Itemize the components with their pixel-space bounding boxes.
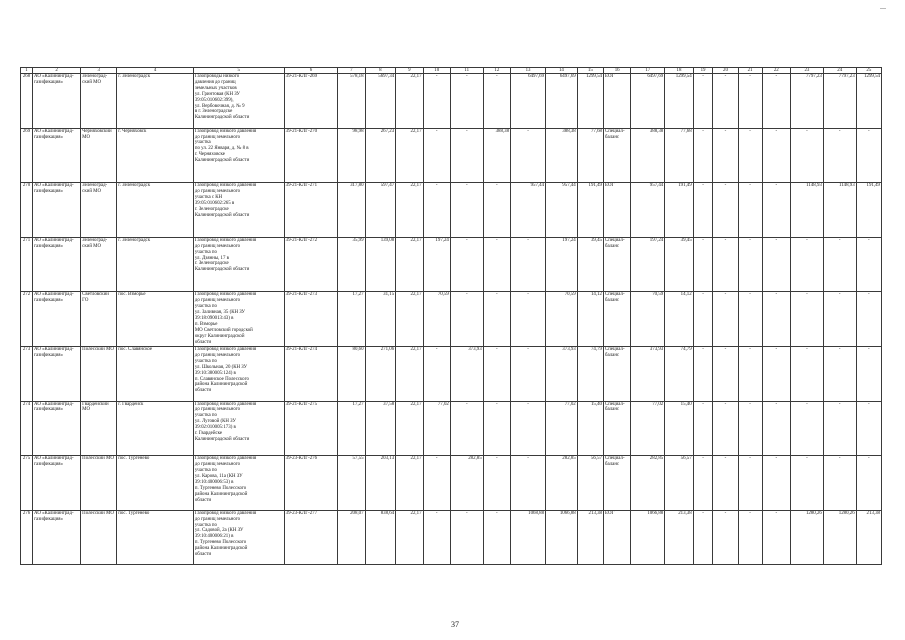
table-cell: - xyxy=(713,292,738,347)
table-cell: 39-23-КЛГ-277 xyxy=(284,510,338,565)
row-number-cell: 270 xyxy=(21,183,33,238)
table-body xyxy=(21,68,882,565)
table-cell: 39-21-КЛГ-270 xyxy=(284,128,338,183)
column-number: 16 xyxy=(604,68,631,74)
table-cell: 35,99 xyxy=(338,237,365,292)
table-cell: АО «Калининград- газификация» xyxy=(33,510,81,565)
table-cell: 282,85 xyxy=(546,456,578,511)
table-cell: Специал- баланс xyxy=(604,456,631,511)
column-number: 17 xyxy=(631,68,665,74)
table-cell: ЕОГ xyxy=(604,510,631,565)
table-cell: Газопровод низкого давления до границ земельного участка по ул. Дзянны, 17 в г. Зеленоградске Калининградской области xyxy=(193,237,284,292)
table-cell: пос. Тургенево xyxy=(117,456,194,511)
table-cell: 213,38 xyxy=(856,510,881,565)
column-number: 15 xyxy=(577,68,603,74)
table-cell: 191,49 xyxy=(856,183,881,238)
column-number: 21 xyxy=(738,68,762,74)
table-cell: 80,60 xyxy=(338,346,365,401)
table-cell: 39-23-КЛГ-276 xyxy=(284,456,338,511)
table-cell: Газопровод низкого давления до границ земельного участка по ул. 22 Января, д. № 8 в г. Черняховске Калининградской области xyxy=(193,128,284,183)
table-cell: - xyxy=(738,292,762,347)
table-cell: АО «Калининград- газификация» xyxy=(33,74,81,129)
table-cell: 98,98 xyxy=(338,128,365,183)
table-cell: - xyxy=(738,183,762,238)
table-cell: - xyxy=(483,183,510,238)
table-cell: 6497,69 xyxy=(511,74,546,129)
table-cell: 1299,54 xyxy=(856,74,881,129)
page-number: 37 xyxy=(451,620,459,629)
table-cell: ЕОГ xyxy=(604,74,631,129)
table-cell: - xyxy=(738,456,762,511)
table-cell: 282,85 xyxy=(450,456,483,511)
table-cell: - xyxy=(693,346,713,401)
table-cell: - xyxy=(483,237,510,292)
table-cell: - xyxy=(738,74,762,129)
table-row xyxy=(21,74,882,129)
table-cell: Специал- баланс xyxy=(604,237,631,292)
table-cell: АО «Калининград- газификация» xyxy=(33,237,81,292)
table-cell: Полесский МО xyxy=(81,510,117,565)
table-cell: Специал- баланс xyxy=(604,128,631,183)
table-cell: 208,07 xyxy=(338,510,365,565)
table-cell: 22,17 xyxy=(396,346,423,401)
table-cell: - xyxy=(856,346,881,401)
table-cell: 388,38 xyxy=(631,128,665,183)
table-cell: 373,93 xyxy=(450,346,483,401)
table-cell: г. Зеленоградск xyxy=(117,237,194,292)
table-cell: - xyxy=(423,128,450,183)
column-number: 8 xyxy=(365,68,396,74)
table-cell: 39-21-КЛГ-273 xyxy=(284,292,338,347)
table-cell: 282,85 xyxy=(631,456,665,511)
table-cell: 1066,88 xyxy=(546,510,578,565)
table-cell: 578,18 xyxy=(338,74,365,129)
column-number: 10 xyxy=(423,68,450,74)
table-cell: - xyxy=(856,237,881,292)
table-cell: - xyxy=(693,510,713,565)
table-cell: - xyxy=(450,510,483,565)
table-cell: Гвардейский МО xyxy=(81,401,117,456)
table-cell: 22,17 xyxy=(396,128,423,183)
table-cell: - xyxy=(423,346,450,401)
column-number: 5 xyxy=(193,68,284,74)
table-cell: - xyxy=(511,237,546,292)
table-cell: 22,17 xyxy=(396,237,423,292)
table-cell: 388,38 xyxy=(546,128,578,183)
table-cell: - xyxy=(693,292,713,347)
row-number-cell: 276 xyxy=(21,510,33,565)
table-cell: пос. Взморье xyxy=(117,292,194,347)
table-cell: 70,59 xyxy=(546,292,578,347)
table-cell: 191,49 xyxy=(577,183,603,238)
table-cell: - xyxy=(423,74,450,129)
column-number: 11 xyxy=(450,68,483,74)
column-number: 14 xyxy=(546,68,578,74)
table-cell: 56,57 xyxy=(665,456,693,511)
table-cell: АО «Калининград- газификация» xyxy=(33,183,81,238)
table-cell: 6497,69 xyxy=(631,74,665,129)
table-cell: Зеленоград- ский МО xyxy=(81,237,117,292)
table-cell: - xyxy=(450,292,483,347)
table-cell: 39,45 xyxy=(577,237,603,292)
table-cell: - xyxy=(693,74,713,129)
table-cell: Газопровод низкого давления до границ земельного участка с КН 39:05:010602:265 в г. Зеленоградске Калининградской области xyxy=(193,183,284,238)
table-cell: - xyxy=(693,237,713,292)
table-cell: ЕОГ xyxy=(604,183,631,238)
column-number: 7 xyxy=(338,68,365,74)
table-cell: Зеленоград- ский МО xyxy=(81,74,117,129)
table-cell: - xyxy=(762,237,790,292)
table-cell: 15,40 xyxy=(577,401,603,456)
column-number: 4 xyxy=(117,68,194,74)
tariff-table xyxy=(20,67,882,565)
table-cell: - xyxy=(713,128,738,183)
table-cell: 70,59 xyxy=(631,292,665,347)
table-cell: 70,59 xyxy=(423,292,450,347)
table-cell: 1066,88 xyxy=(631,510,665,565)
table-cell: - xyxy=(693,183,713,238)
table-row xyxy=(21,401,882,456)
table-cell: 213,38 xyxy=(665,510,693,565)
table-cell: Специал- баланс xyxy=(604,292,631,347)
table-cell: 39-21-КЛГ-272 xyxy=(284,237,338,292)
row-number-cell: 268 xyxy=(21,74,33,129)
table-cell: - xyxy=(483,510,510,565)
table-cell: - xyxy=(450,128,483,183)
table-cell: г. Гвардейск xyxy=(117,401,194,456)
table-cell: - xyxy=(856,128,881,183)
table-cell: Специал- баланс xyxy=(604,401,631,456)
table-cell: 838,64 xyxy=(365,510,396,565)
column-number: 3 xyxy=(81,68,117,74)
table-cell: - xyxy=(791,346,824,401)
table-cell: 213,38 xyxy=(577,510,603,565)
table-cell: 77,02 xyxy=(546,401,578,456)
table-row xyxy=(21,510,882,565)
table-cell: 197,24 xyxy=(631,237,665,292)
table-cell: - xyxy=(791,292,824,347)
table-cell: - xyxy=(483,456,510,511)
table-cell: 17,27 xyxy=(338,401,365,456)
table-cell: 373,93 xyxy=(631,346,665,401)
table-cell: 39-21-КЛГ-275 xyxy=(284,401,338,456)
table-cell: - xyxy=(483,346,510,401)
column-number: 22 xyxy=(762,68,790,74)
table-cell: 1148,93 xyxy=(791,183,824,238)
table-cell: 74,79 xyxy=(577,346,603,401)
column-number: 1 xyxy=(21,68,33,74)
table-cell: - xyxy=(856,401,881,456)
table-cell: - xyxy=(762,401,790,456)
table-cell: 77,02 xyxy=(631,401,665,456)
column-number: 12 xyxy=(483,68,510,74)
table-cell: 77,68 xyxy=(665,128,693,183)
table-cell: - xyxy=(713,401,738,456)
table-cell: 1280,26 xyxy=(823,510,856,565)
table-cell: 597,47 xyxy=(365,183,396,238)
table-cell: АО «Калининград- газификация» xyxy=(33,456,81,511)
table-cell: г. Черняховск xyxy=(117,128,194,183)
table-cell: г. Зеленоградск xyxy=(117,74,194,129)
table-cell: - xyxy=(511,346,546,401)
table-cell: Полесский МО xyxy=(81,456,117,511)
table-cell: - xyxy=(713,237,738,292)
table-cell: 197,24 xyxy=(423,237,450,292)
table-cell: 267,23 xyxy=(365,128,396,183)
table-cell: - xyxy=(738,346,762,401)
table-cell: 77,68 xyxy=(577,128,603,183)
table-cell: - xyxy=(791,456,824,511)
table-cell: - xyxy=(450,183,483,238)
table-cell: - xyxy=(713,456,738,511)
table-cell: - xyxy=(762,346,790,401)
table-cell: - xyxy=(856,292,881,347)
column-number: 19 xyxy=(693,68,713,74)
table-cell: - xyxy=(423,456,450,511)
table-cell: - xyxy=(483,401,510,456)
table-cell: Специал- баланс xyxy=(604,346,631,401)
table-cell: пос. Тургенево xyxy=(117,510,194,565)
table-cell: 22,17 xyxy=(396,510,423,565)
table-cell: Газопровод низкого давления до границ земельного участка по ул. Заливная, 35 (КН ЗУ 39:18:090013:43) в п. Взморье МО Светловский городской округ Калининградской области xyxy=(193,292,284,347)
table-cell: - xyxy=(791,401,824,456)
table-cell: 39-21-КЛГ-274 xyxy=(284,346,338,401)
table-cell: 57,55 xyxy=(338,456,365,511)
table-cell: Зеленоград- ский МО xyxy=(81,183,117,238)
table-row xyxy=(21,237,882,292)
table-cell: - xyxy=(713,74,738,129)
table-cell: 39-21-КЛГ-269 xyxy=(284,74,338,129)
table-cell: - xyxy=(823,346,856,401)
table-cell: 6497,69 xyxy=(546,74,578,129)
table-cell: - xyxy=(713,346,738,401)
table-cell: - xyxy=(762,74,790,129)
table-cell: - xyxy=(693,128,713,183)
table-cell: - xyxy=(738,128,762,183)
table-cell: 14,12 xyxy=(665,292,693,347)
row-number-cell: 269 xyxy=(21,128,33,183)
table-row xyxy=(21,183,882,238)
table-cell: 14,12 xyxy=(577,292,603,347)
table-cell: 37,58 xyxy=(365,401,396,456)
table-cell: 39,45 xyxy=(665,237,693,292)
row-number-cell: 271 xyxy=(21,237,33,292)
table-cell: - xyxy=(511,128,546,183)
table-cell: - xyxy=(423,183,450,238)
table-cell: 22,17 xyxy=(396,74,423,129)
table-cell: 39-21-КЛГ-271 xyxy=(284,183,338,238)
table-cell: - xyxy=(823,401,856,456)
table-cell: - xyxy=(693,456,713,511)
table-cell: 1299,54 xyxy=(665,74,693,129)
table-cell: - xyxy=(738,510,762,565)
table-cell: - xyxy=(762,128,790,183)
table-cell: 31,15 xyxy=(365,292,396,347)
table-cell: - xyxy=(762,456,790,511)
table-cell: пос. Славянское xyxy=(117,346,194,401)
table-cell: - xyxy=(511,456,546,511)
table-cell: - xyxy=(791,128,824,183)
table-cell: - xyxy=(762,183,790,238)
table-cell: 22,17 xyxy=(396,456,423,511)
row-number-cell: 272 xyxy=(21,292,33,347)
table-cell: - xyxy=(713,510,738,565)
table-cell: Светловский ГО xyxy=(81,292,117,347)
table-cell: 1299,54 xyxy=(577,74,603,129)
table-row xyxy=(21,346,882,401)
table-cell: - xyxy=(823,128,856,183)
table-cell: - xyxy=(511,292,546,347)
table-cell: Газопровод низкого давления до границ земельного участка по ул. Луговой (КН ЗУ 39:02:010005:173) в г. Гвардейске Калининградской области xyxy=(193,401,284,456)
table-cell: 15,40 xyxy=(665,401,693,456)
table-cell: 197,24 xyxy=(546,237,578,292)
table-cell: 957,44 xyxy=(511,183,546,238)
table-cell: - xyxy=(762,510,790,565)
table-cell: - xyxy=(483,74,510,129)
row-number-cell: 275 xyxy=(21,456,33,511)
table-cell: 7797,23 xyxy=(823,74,856,129)
table-cell: - xyxy=(450,74,483,129)
table-cell: 74,79 xyxy=(665,346,693,401)
table-cell: - xyxy=(423,510,450,565)
table-cell: 5697,34 xyxy=(365,74,396,129)
table-cell: 77,02 xyxy=(423,401,450,456)
table-cell: 271,06 xyxy=(365,346,396,401)
table-cell: 1148,93 xyxy=(823,183,856,238)
table-cell: 139,08 xyxy=(365,237,396,292)
column-number: 18 xyxy=(665,68,693,74)
table-cell: 957,44 xyxy=(631,183,665,238)
table-cell: Газопровод низкого давления до границ земельного участка по ул. Школьная, 20 (КН ЗУ 39:10:380005:124) в п. Славянское Полесского района Калининградской области xyxy=(193,346,284,401)
row-number-cell: 274 xyxy=(21,401,33,456)
table-cell: 1280,26 xyxy=(791,510,824,565)
table-cell: - xyxy=(738,401,762,456)
table-cell: Полесский МО xyxy=(81,346,117,401)
table-cell: - xyxy=(738,237,762,292)
column-number: 20 xyxy=(713,68,738,74)
table-cell: 22,17 xyxy=(396,401,423,456)
table-cell: 7797,23 xyxy=(791,74,824,129)
table-cell: - xyxy=(856,456,881,511)
table-cell: 957,44 xyxy=(546,183,578,238)
table-cell: - xyxy=(823,292,856,347)
row-number-cell: 273 xyxy=(21,346,33,401)
table-cell: 22,17 xyxy=(396,292,423,347)
table-cell: 203,13 xyxy=(365,456,396,511)
table-row xyxy=(21,292,882,347)
column-number: 23 xyxy=(791,68,824,74)
table-cell: - xyxy=(483,292,510,347)
table-cell: - xyxy=(713,183,738,238)
table-cell: - xyxy=(450,401,483,456)
table-cell: АО «Калининград- газификация» xyxy=(33,401,81,456)
table-cell: 56,57 xyxy=(577,456,603,511)
table-cell: - xyxy=(823,237,856,292)
table-cell: - xyxy=(693,401,713,456)
column-number: 9 xyxy=(396,68,423,74)
table-cell: 191,49 xyxy=(665,183,693,238)
table-cell: 388,38 xyxy=(483,128,510,183)
table-cell: Газопроводы низкого давления до границ земельных участков ул. Гринтовая (КН ЗУ 39:05:010602:399), ул. Вербовочная, д. № 9 в г. Зеленоградске Калининградской области xyxy=(193,74,284,129)
table-cell: - xyxy=(511,401,546,456)
table-cell: АО «Калининград- газификация» xyxy=(33,346,81,401)
table-row xyxy=(21,128,882,183)
table-cell: 17,27 xyxy=(338,292,365,347)
table-cell: 317,80 xyxy=(338,183,365,238)
table-cell: г. Зеленоградск xyxy=(117,183,194,238)
table-cell: - xyxy=(450,237,483,292)
table-cell: 1068,88 xyxy=(511,510,546,565)
table-cell: АО «Калининград- газификация» xyxy=(33,128,81,183)
scan-artifact xyxy=(880,8,886,9)
column-number: 25 xyxy=(856,68,881,74)
table-cell: 373,93 xyxy=(546,346,578,401)
column-number: 13 xyxy=(511,68,546,74)
table-cell: АО «Калининград- газификация» xyxy=(33,292,81,347)
column-number: 24 xyxy=(823,68,856,74)
table-cell: - xyxy=(791,237,824,292)
table-cell: Газопровод низкого давления до границ земельного участка по ул. Карова, 11а (КН ЗУ 39:10:400006:53) в п. Тургенево Полесского района Калининградской области xyxy=(193,456,284,511)
column-number: 6 xyxy=(284,68,338,74)
column-number: 2 xyxy=(33,68,81,74)
table-cell: Черняховский МО xyxy=(81,128,117,183)
table-cell: - xyxy=(823,456,856,511)
table-cell: Газопровод низкого давления до границ земельного участка по ул. Садовой, 2а (КН ЗУ 39:10:400006:21) в п. Тургенево Полесского района Калининградской области xyxy=(193,510,284,565)
table-row xyxy=(21,456,882,511)
table-cell: - xyxy=(762,292,790,347)
table-cell: 22,17 xyxy=(396,183,423,238)
